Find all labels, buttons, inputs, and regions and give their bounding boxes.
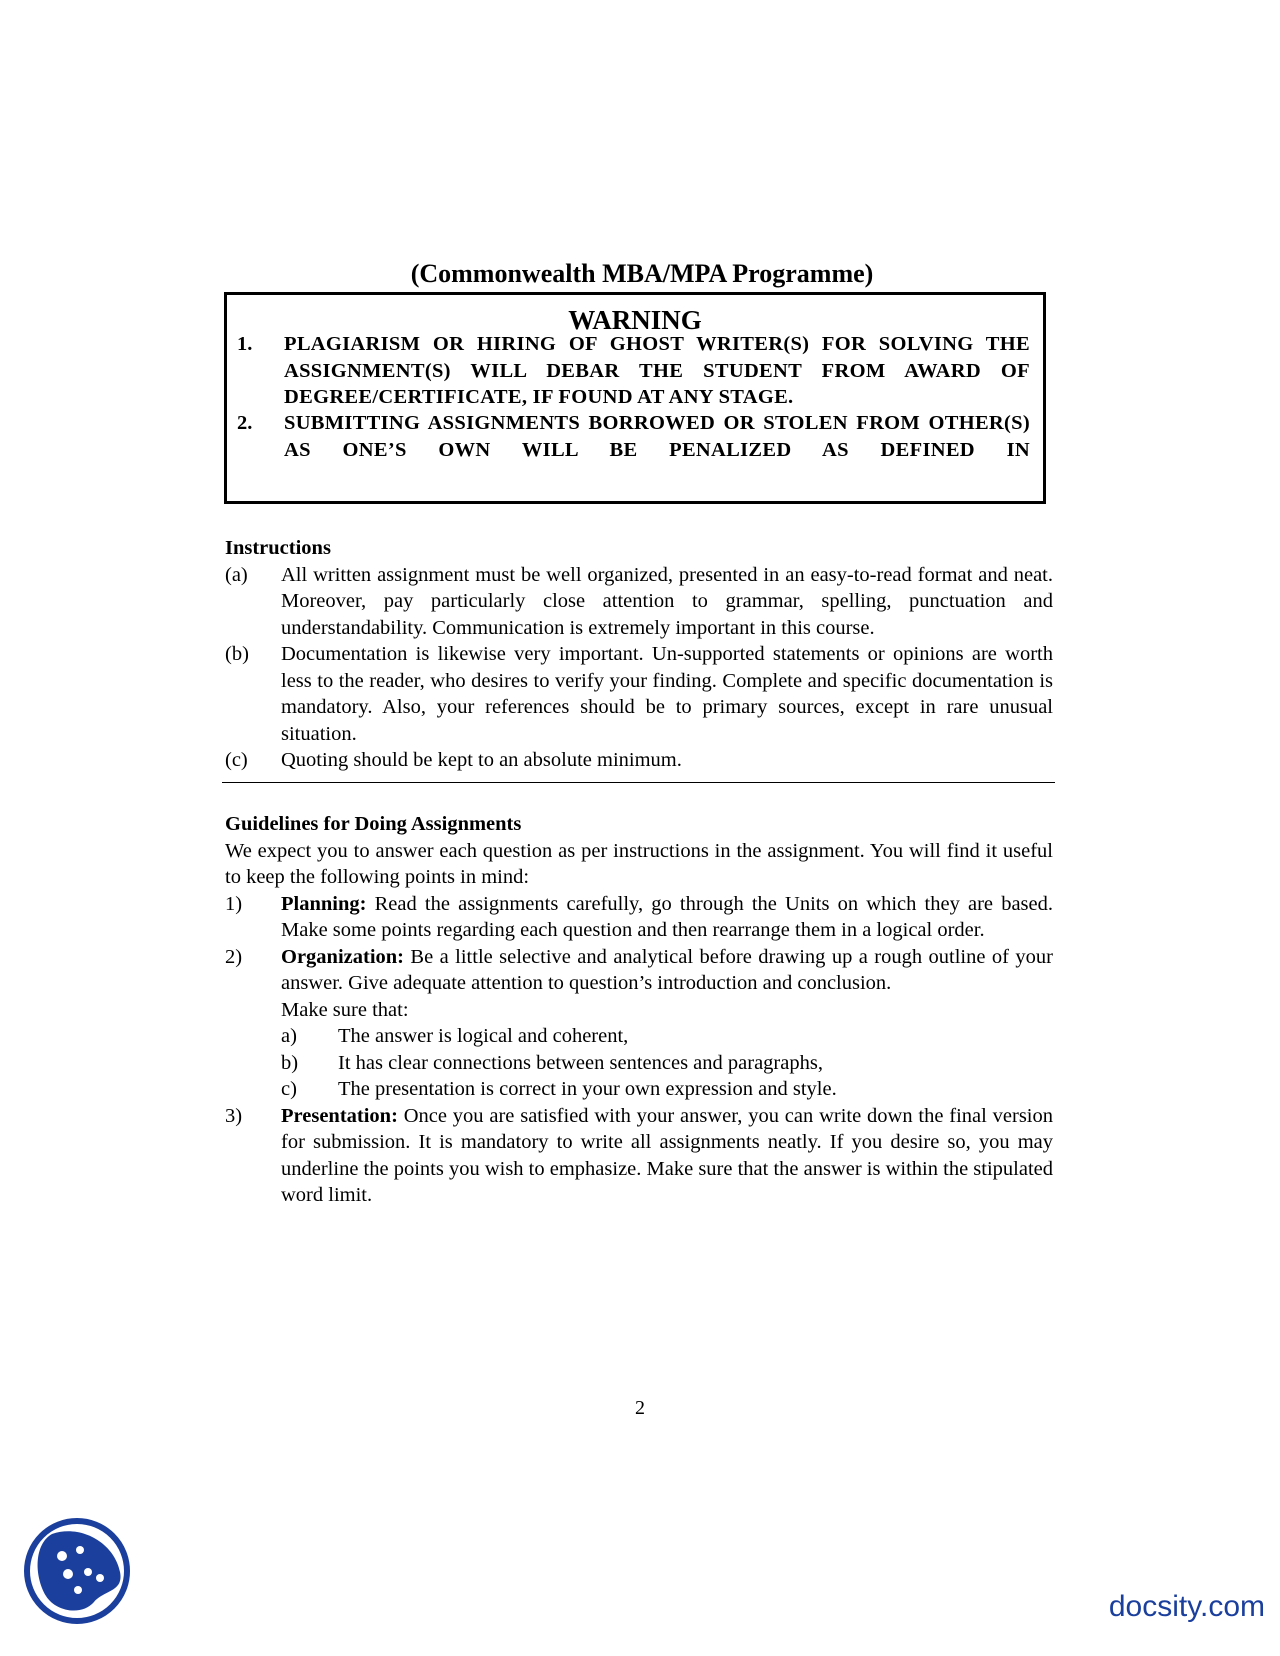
docsity-brand-link[interactable]: docsity.com <box>1108 1590 1265 1623</box>
section-divider <box>222 782 1055 783</box>
instruction-label: (b) <box>225 643 249 665</box>
sub-item-label: c) <box>281 1078 297 1100</box>
docsity-logo-icon[interactable] <box>22 1516 132 1626</box>
sub-item <box>225 1023 1053 1050</box>
make-sure-line <box>225 997 1053 1024</box>
sub-item-label: a) <box>281 1025 297 1047</box>
sub-item-text: It has clear connections between sentences and paragraphs, <box>338 1051 823 1074</box>
guideline-item <box>225 944 1053 997</box>
guideline-title: Organization: <box>281 945 404 968</box>
sub-item-text: The answer is logical and coherent, <box>338 1025 629 1047</box>
instruction-item <box>225 641 1053 747</box>
warning-item-text: PLAGIARISM OR HIRING OF GHOST WRITER(S) FOR SOLVING THE ASSIGNMENT(S) WILL DEBAR THE STUDENT FROM AWARD OF DEGREE/CERTIFICATE, IF FOUND AT ANY STAGE. <box>284 333 1030 408</box>
instruction-item <box>225 747 1053 774</box>
programme-title: (Commonwealth MBA/MPA Programme) <box>410 259 874 288</box>
guidelines-heading: Guidelines for Doing Assignments <box>225 813 522 835</box>
guideline-label: 2) <box>225 945 243 968</box>
guideline-body: Once you are satisfied with your answer, you can write down the final version for submission. It is mandatory to write all assignments neatly. If you desire so, you may underline the points you wish to emphasize. Make sure that the answer is within the stipulated word limit. <box>281 1104 1054 1206</box>
guidelines-section <box>225 811 1053 1209</box>
warning-title: WARNING <box>568 305 702 335</box>
instructions-section <box>225 535 1053 774</box>
guideline-body: Be a little selective and analytical before drawing up a rough outline of your answer. Give adequate attention to question’s introduction and conclusion. <box>281 945 1053 994</box>
instruction-label: (c) <box>225 749 248 771</box>
page-number: 2 <box>635 1397 645 1419</box>
guideline-title: Presentation: <box>281 1104 398 1127</box>
guideline-item <box>225 1103 1053 1209</box>
guideline-title: Planning: <box>281 892 367 915</box>
sub-item <box>225 1076 1053 1103</box>
guideline-text <box>281 944 1053 997</box>
make-sure-text: Make sure that: <box>281 998 409 1021</box>
sub-item <box>225 1050 1053 1077</box>
instruction-label: (a) <box>225 563 248 586</box>
sub-item-label: b) <box>281 1051 299 1074</box>
guideline-label: 3) <box>225 1104 243 1127</box>
instruction-item <box>225 562 1053 642</box>
guideline-label: 1) <box>225 892 243 915</box>
instruction-text: All written assignment must be well organized, presented in an easy-to-read format and neat. Moreover, pay particularly close attention to grammar, spelling, punctuation and understandability. Communication is extremely important in this course. <box>281 563 1053 639</box>
guideline-text <box>281 891 1053 944</box>
instruction-text: Documentation is likewise very important. Un-supported statements or opinions are worth less to the reader, who desires to verify your finding. Complete and specific documentation is mandatory. Also, your references should be to primary sources, except in rare unusual situation. <box>281 643 1053 745</box>
guideline-text <box>281 1103 1053 1209</box>
instruction-text: Quoting should be kept to an absolute minimum. <box>281 749 682 771</box>
warning-item-number: 1. <box>237 333 253 355</box>
warning-item-number: 2. <box>237 412 253 434</box>
guideline-body: Read the assignments carefully, go through the Units on which they are based. Make some points regarding each question and then rearrange them in a logical order. <box>281 892 1053 941</box>
guidelines-intro: We expect you to answer each question as per instructions in the assignment. You will find it useful to keep the following points in mind: <box>225 839 1053 888</box>
warning-item-text: SUBMITTING ASSIGNMENTS BORROWED OR STOLEN FROM OTHER(S) AS ONE’S OWN WILL BE PENALIZED AS DEFINED IN <box>284 412 1030 461</box>
sub-item-text: The presentation is correct in your own expression and style. <box>338 1078 837 1100</box>
warning-box <box>224 292 1046 504</box>
instructions-heading: Instructions <box>225 537 331 559</box>
guideline-item <box>225 891 1053 944</box>
